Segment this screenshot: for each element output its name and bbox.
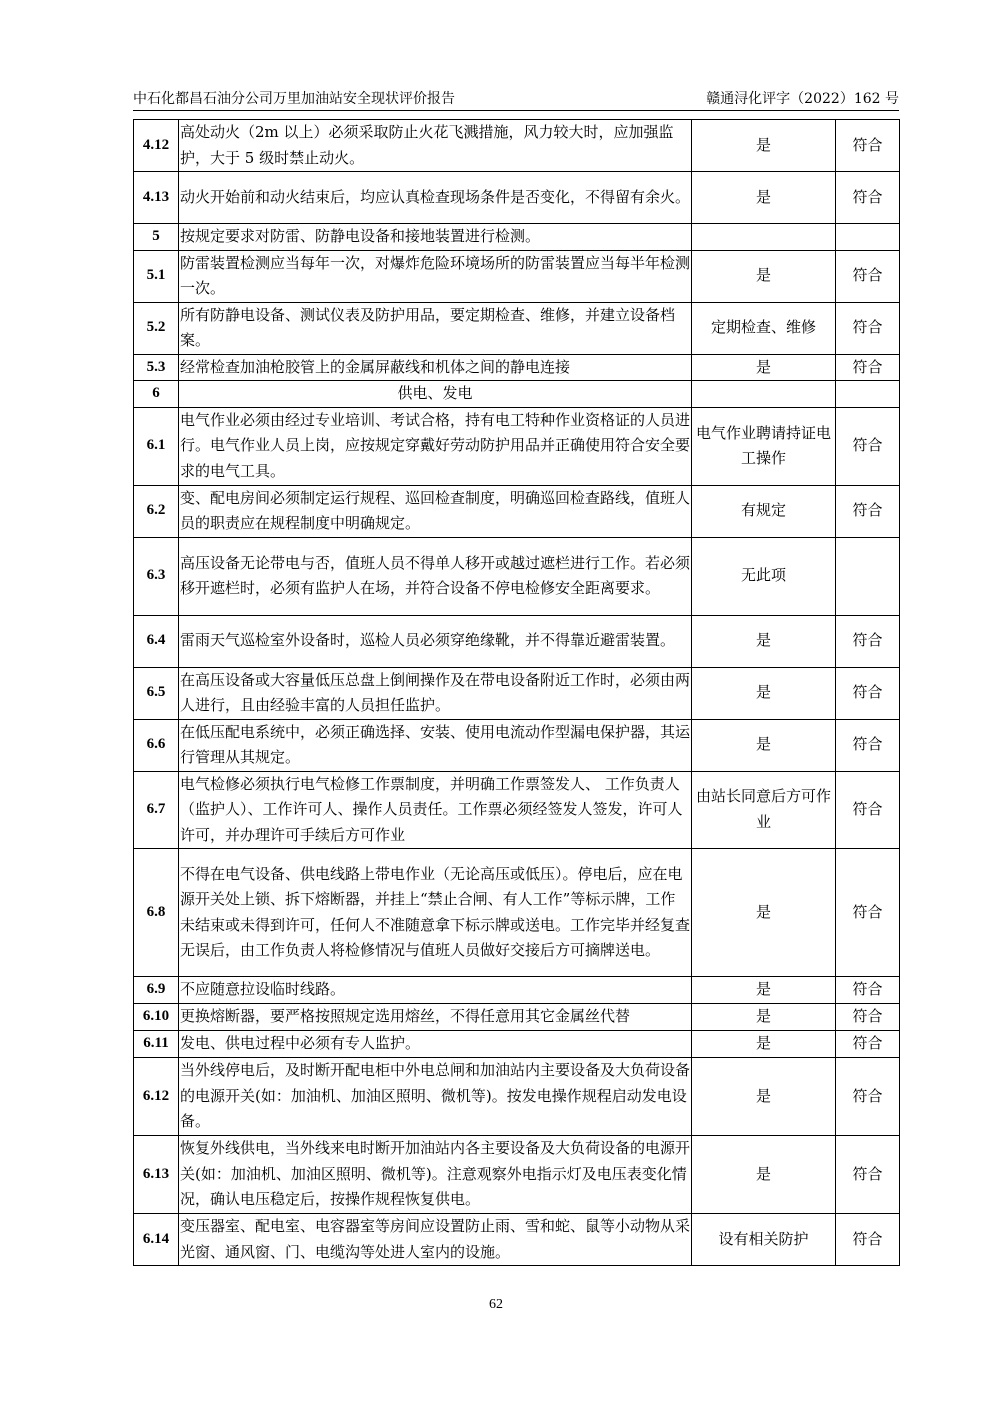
section-number: 6 <box>134 381 179 408</box>
item-number: 5.2 <box>134 302 179 354</box>
requirement-text: 更换熔断器，要严格按照规定选用熔丝，不得任意用其它金属丝代替 <box>179 1004 692 1031</box>
item-number: 6.3 <box>134 537 179 615</box>
check-result: 符合 <box>836 354 900 381</box>
check-status: 是 <box>692 250 836 302</box>
check-result: 符合 <box>836 1004 900 1031</box>
requirement-text: 电气检修必须执行电气检修工作票制度，并明确工作票签发人、 工作负责人（监护人）、工作许可人、操作人员责任。工作票必须经签发人签发，许可人许可，并办理许可手续后方可作业 <box>179 771 692 849</box>
section-title: 供电、发电 <box>179 381 692 408</box>
item-number: 6.11 <box>134 1031 179 1058</box>
requirement-text: 恢复外线供电，当外线来电时断开加油站内各主要设备及大负荷设备的电源开关(如：加油机、加油区照明、微机等)。注意观察外电指示灯及电压表变化情况，确认电压稳定后，按操作规程恢复供电。 <box>179 1136 692 1214</box>
requirement-text: 经常检查加油枪胶管上的金属屏蔽线和机体之间的静电连接 <box>179 354 692 381</box>
section-row <box>134 381 900 408</box>
check-result <box>836 381 900 408</box>
item-number: 6.14 <box>134 1214 179 1266</box>
check-status: 电气作业聘请持证电工操作 <box>692 407 836 485</box>
check-status: 是 <box>692 849 836 977</box>
table-row <box>134 771 900 849</box>
item-number: 4.12 <box>134 120 179 172</box>
item-number: 6.4 <box>134 615 179 667</box>
requirement-text: 高压设备无论带电与否，值班人员不得单人移开或越过遮栏进行工作。若必须移开遮栏时，必须有监护人在场，并符合设备不停电检修安全距离要求。 <box>179 537 692 615</box>
section-row <box>134 224 900 251</box>
check-result: 符合 <box>836 667 900 719</box>
check-result: 符合 <box>836 172 900 224</box>
item-number: 6.13 <box>134 1136 179 1214</box>
item-number: 6.7 <box>134 771 179 849</box>
table-row <box>134 1136 900 1214</box>
check-result: 符合 <box>836 485 900 537</box>
check-result <box>836 537 900 615</box>
check-result: 符合 <box>836 120 900 172</box>
checklist-table <box>133 119 900 1266</box>
item-number: 6.9 <box>134 977 179 1004</box>
item-number: 4.13 <box>134 172 179 224</box>
check-result: 符合 <box>836 1058 900 1136</box>
check-status: 是 <box>692 1136 836 1214</box>
check-status: 是 <box>692 615 836 667</box>
check-status: 由站长同意后方可作业 <box>692 771 836 849</box>
check-result: 符合 <box>836 1136 900 1214</box>
item-number: 6.5 <box>134 667 179 719</box>
check-status <box>692 381 836 408</box>
item-number: 6.12 <box>134 1058 179 1136</box>
check-status: 有规定 <box>692 485 836 537</box>
requirement-text: 防雷装置检测应当每年一次，对爆炸危险环境场所的防雷装置应当每半年检测一次。 <box>179 250 692 302</box>
check-status: 设有相关防护 <box>692 1214 836 1266</box>
item-number: 6.6 <box>134 719 179 771</box>
check-status: 是 <box>692 120 836 172</box>
item-number: 5.3 <box>134 354 179 381</box>
requirement-text: 不应随意拉设临时线路。 <box>179 977 692 1004</box>
check-result: 符合 <box>836 1214 900 1266</box>
table-row <box>134 120 900 172</box>
check-status: 是 <box>692 1004 836 1031</box>
check-status <box>692 224 836 251</box>
requirement-text: 在高压设备或大容量低压总盘上倒闸操作及在带电设备附近工作时，必须由两人进行，且由经验丰富的人员担任监护。 <box>179 667 692 719</box>
table-row <box>134 849 900 977</box>
requirement-text: 在低压配电系统中，必须正确选择、安装、使用电流动作型漏电保护器，其运行管理从其规定。 <box>179 719 692 771</box>
item-number: 5.1 <box>134 250 179 302</box>
check-result: 符合 <box>836 302 900 354</box>
check-result: 符合 <box>836 719 900 771</box>
section-number: 5 <box>134 224 179 251</box>
check-status: 是 <box>692 172 836 224</box>
item-number: 6.8 <box>134 849 179 977</box>
item-number: 6.1 <box>134 407 179 485</box>
report-title: 中石化都昌石油分公司万里加油站安全现状评价报告 <box>133 91 455 107</box>
requirement-text: 发电、供电过程中必须有专人监护。 <box>179 1031 692 1058</box>
table-row <box>134 537 900 615</box>
check-result: 符合 <box>836 615 900 667</box>
requirement-text: 电气作业必须由经过专业培训、考试合格，持有电工特种作业资格证的人员进行。电气作业人员上岗，应按规定穿戴好劳动防护用品并正确使用符合安全要求的电气工具。 <box>179 407 692 485</box>
report-number: 赣通浔化评字（2022）162 号 <box>706 91 899 107</box>
table-row <box>134 250 900 302</box>
section-title: 按规定要求对防雷、防静电设备和接地装置进行检测。 <box>179 224 692 251</box>
page-number: 62 <box>489 1297 503 1312</box>
check-result: 符合 <box>836 977 900 1004</box>
table-row <box>134 407 900 485</box>
check-status: 定期检查、维修 <box>692 302 836 354</box>
requirement-text: 当外线停电后，及时断开配电柜中外电总闸和加油站内主要设备及大负荷设备的电源开关(如：加油机、加油区照明、微机等)。按发电操作规程启动发电设备。 <box>179 1058 692 1136</box>
table-row <box>134 1004 900 1031</box>
table-row <box>134 1214 900 1266</box>
check-status: 无此项 <box>692 537 836 615</box>
requirement-text: 高处动火（2m 以上）必须采取防止火花飞溅措施，风力较大时，应加强监护，大于 5 级时禁止动火。 <box>179 120 692 172</box>
table-row <box>134 1031 900 1058</box>
check-status: 是 <box>692 1031 836 1058</box>
table-row <box>134 302 900 354</box>
table-row <box>134 667 900 719</box>
requirement-text: 所有防静电设备、测试仪表及防护用品，要定期检查、维修，并建立设备档案。 <box>179 302 692 354</box>
check-result: 符合 <box>836 250 900 302</box>
item-number: 6.10 <box>134 1004 179 1031</box>
table-row <box>134 485 900 537</box>
item-number: 6.2 <box>134 485 179 537</box>
table-row <box>134 1058 900 1136</box>
requirement-text: 动火开始前和动火结束后，均应认真检查现场条件是否变化，不得留有余火。 <box>179 172 692 224</box>
requirement-text: 变、配电房间必须制定运行规程、巡回检查制度，明确巡回检查路线，值班人员的职责应在规程制度中明确规定。 <box>179 485 692 537</box>
check-status: 是 <box>692 667 836 719</box>
table-row <box>134 719 900 771</box>
page-header <box>133 86 899 111</box>
check-result: 符合 <box>836 849 900 977</box>
requirement-text: 不得在电气设备、供电线路上带电作业（无论高压或低压）。停电后，应在电源开关处上锁、拆下熔断器，并挂上“禁止合闸、有人工作”等标示牌，工作未结束或未得到许可，任何人不准随意拿下标示牌或送电。工作完毕并经复查无误后，由工作负责人将检修情况与值班人员做好交接后方可摘牌送电。 <box>179 849 692 977</box>
check-status: 是 <box>692 1058 836 1136</box>
check-result: 符合 <box>836 407 900 485</box>
table-row <box>134 615 900 667</box>
check-result <box>836 224 900 251</box>
check-status: 是 <box>692 354 836 381</box>
table-row <box>134 172 900 224</box>
check-result: 符合 <box>836 771 900 849</box>
table-row <box>134 977 900 1004</box>
check-status: 是 <box>692 977 836 1004</box>
check-status: 是 <box>692 719 836 771</box>
requirement-text: 变压器室、配电室、电容器室等房间应设置防止雨、雪和蛇、鼠等小动物从采光窗、通风窗、门、电缆沟等处进人室内的设施。 <box>179 1214 692 1266</box>
table-row <box>134 354 900 381</box>
requirement-text: 雷雨天气巡检室外设备时，巡检人员必须穿绝缘靴，并不得靠近避雷装置。 <box>179 615 692 667</box>
check-result: 符合 <box>836 1031 900 1058</box>
